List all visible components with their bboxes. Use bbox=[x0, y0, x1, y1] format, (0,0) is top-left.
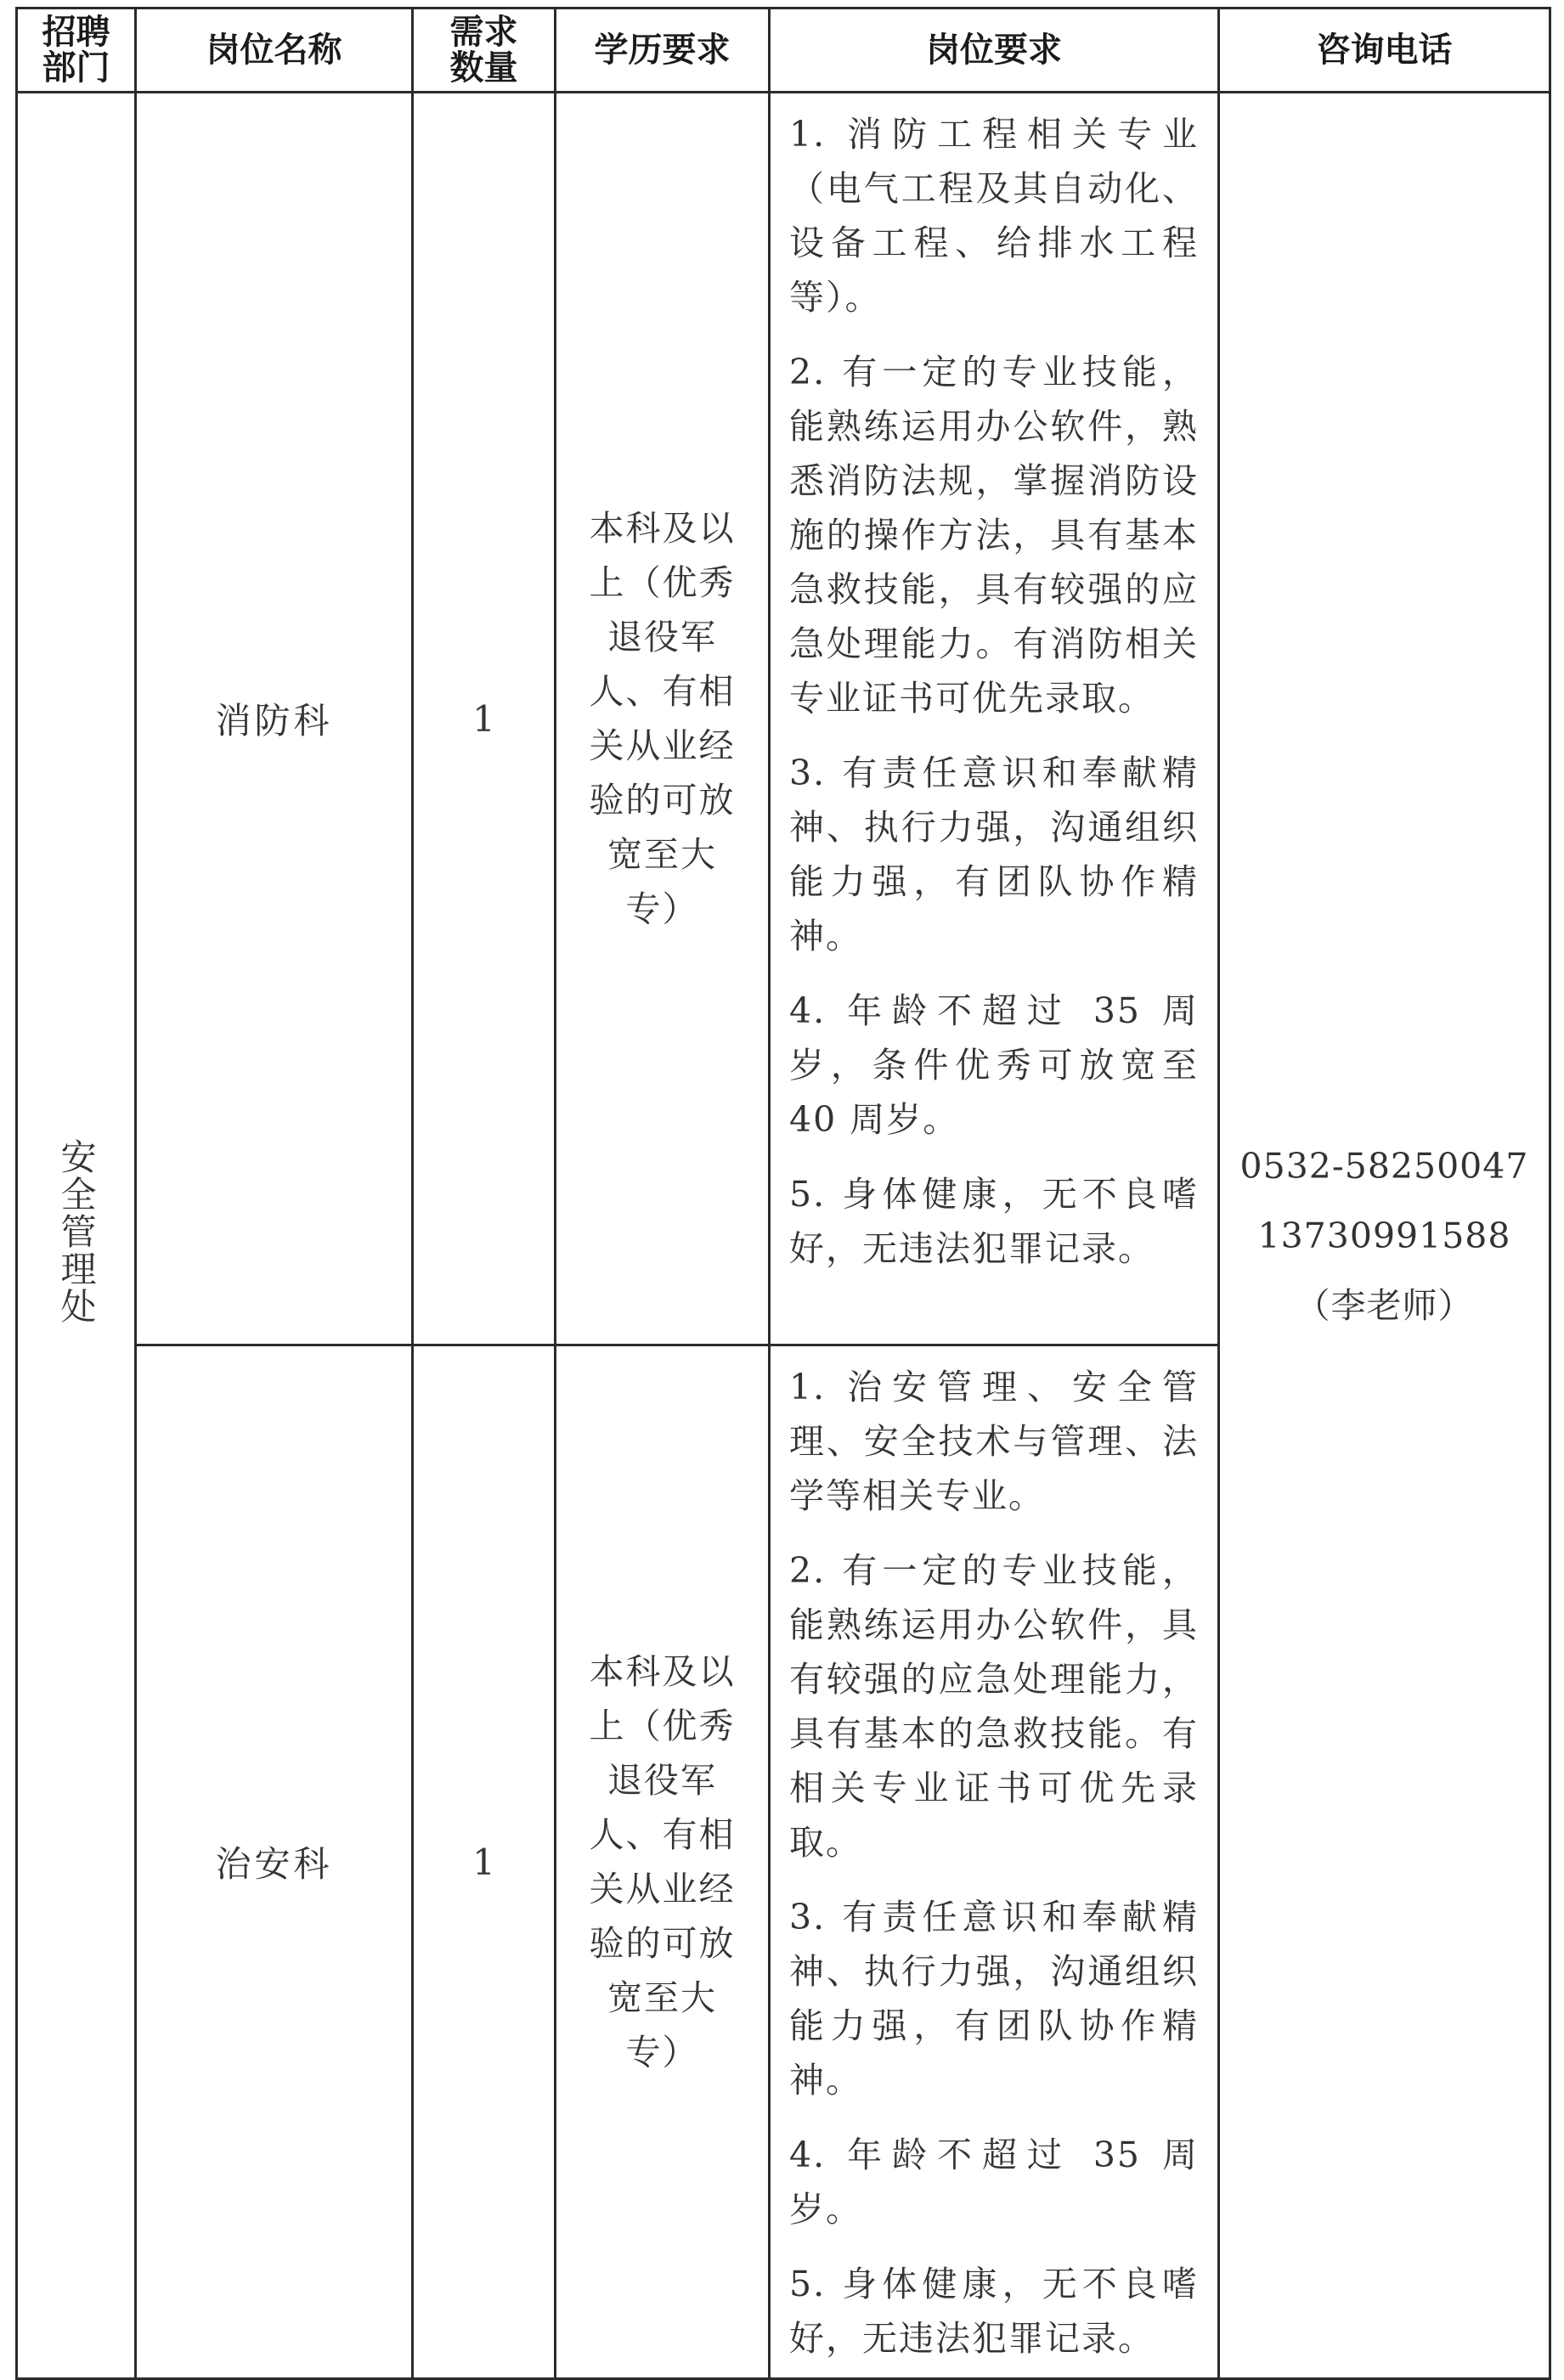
header-position: 岗位名称 bbox=[136, 8, 413, 93]
header-row bbox=[17, 8, 1550, 93]
contact-person: （李老师） bbox=[1295, 1284, 1474, 1326]
requirement-item: 3. 有责任意识和奉献精神、执行力强，沟通组织能力强，有团队协作精神。 bbox=[789, 1897, 1199, 2101]
requirement-item: 1. 治安管理、安全管理、安全技术与管理、法学等相关专业。 bbox=[789, 1367, 1199, 1516]
requirement-item: 3. 有责任意识和奉献精神、执行力强，沟通组织能力强，有团队协作精神。 bbox=[789, 753, 1199, 956]
education-requirement: 本科及以上（优秀退役军人、有相关从业经验的可放宽至大专） bbox=[556, 93, 770, 1345]
header-contact: 咨询电话 bbox=[1219, 8, 1550, 93]
department-name: 安全管理处 bbox=[55, 1137, 98, 1325]
job-requirements bbox=[770, 1345, 1219, 2379]
job-requirements bbox=[770, 93, 1219, 1345]
position-count: 1 bbox=[413, 93, 556, 1345]
header-count: 需求数量 bbox=[413, 8, 556, 93]
position-name: 治安科 bbox=[136, 1345, 413, 2379]
requirement-item: 5. 身体健康，无不良嗜好，无违法犯罪记录。 bbox=[789, 2264, 1199, 2359]
contact-cell bbox=[1219, 93, 1550, 2379]
requirement-item: 4. 年龄不超过 35 周岁，条件优秀可放宽至 40 周岁。 bbox=[789, 990, 1199, 1140]
position-name: 消防科 bbox=[136, 93, 413, 1345]
header-dept: 招聘部门 bbox=[17, 8, 136, 93]
contact-phone-landline: 0532-58250047 bbox=[1239, 1145, 1529, 1187]
recruitment-table bbox=[15, 7, 1551, 2380]
contact-phone-mobile: 13730991588 bbox=[1257, 1215, 1511, 1256]
requirement-item: 2. 有一定的专业技能，能熟练运用办公软件，熟悉消防法规，掌握消防设施的操作方法，具有基本急救技能，具有较强的应急处理能力。有消防相关专业证书可优先录取。 bbox=[789, 352, 1199, 719]
requirement-item: 2. 有一定的专业技能，能熟练运用办公软件，具有较强的应急处理能力，具有基本的急救技能。有相关专业证书可优先录取。 bbox=[789, 1550, 1199, 1863]
position-count: 1 bbox=[413, 1345, 556, 2379]
table-row bbox=[17, 93, 1550, 1345]
education-requirement: 本科及以上（优秀退役军人、有相关从业经验的可放宽至大专） bbox=[556, 1345, 770, 2379]
requirement-item: 1. 消防工程相关专业（电气工程及其自动化、设备工程、给排水工程等）。 bbox=[789, 114, 1199, 318]
header-requirements: 岗位要求 bbox=[770, 8, 1219, 93]
department-cell bbox=[17, 93, 136, 2379]
header-education: 学历要求 bbox=[556, 8, 770, 93]
requirement-item: 5. 身体健康，无不良嗜好，无违法犯罪记录。 bbox=[789, 1174, 1199, 1269]
requirement-item: 4. 年龄不超过 35 周岁。 bbox=[789, 2135, 1199, 2230]
